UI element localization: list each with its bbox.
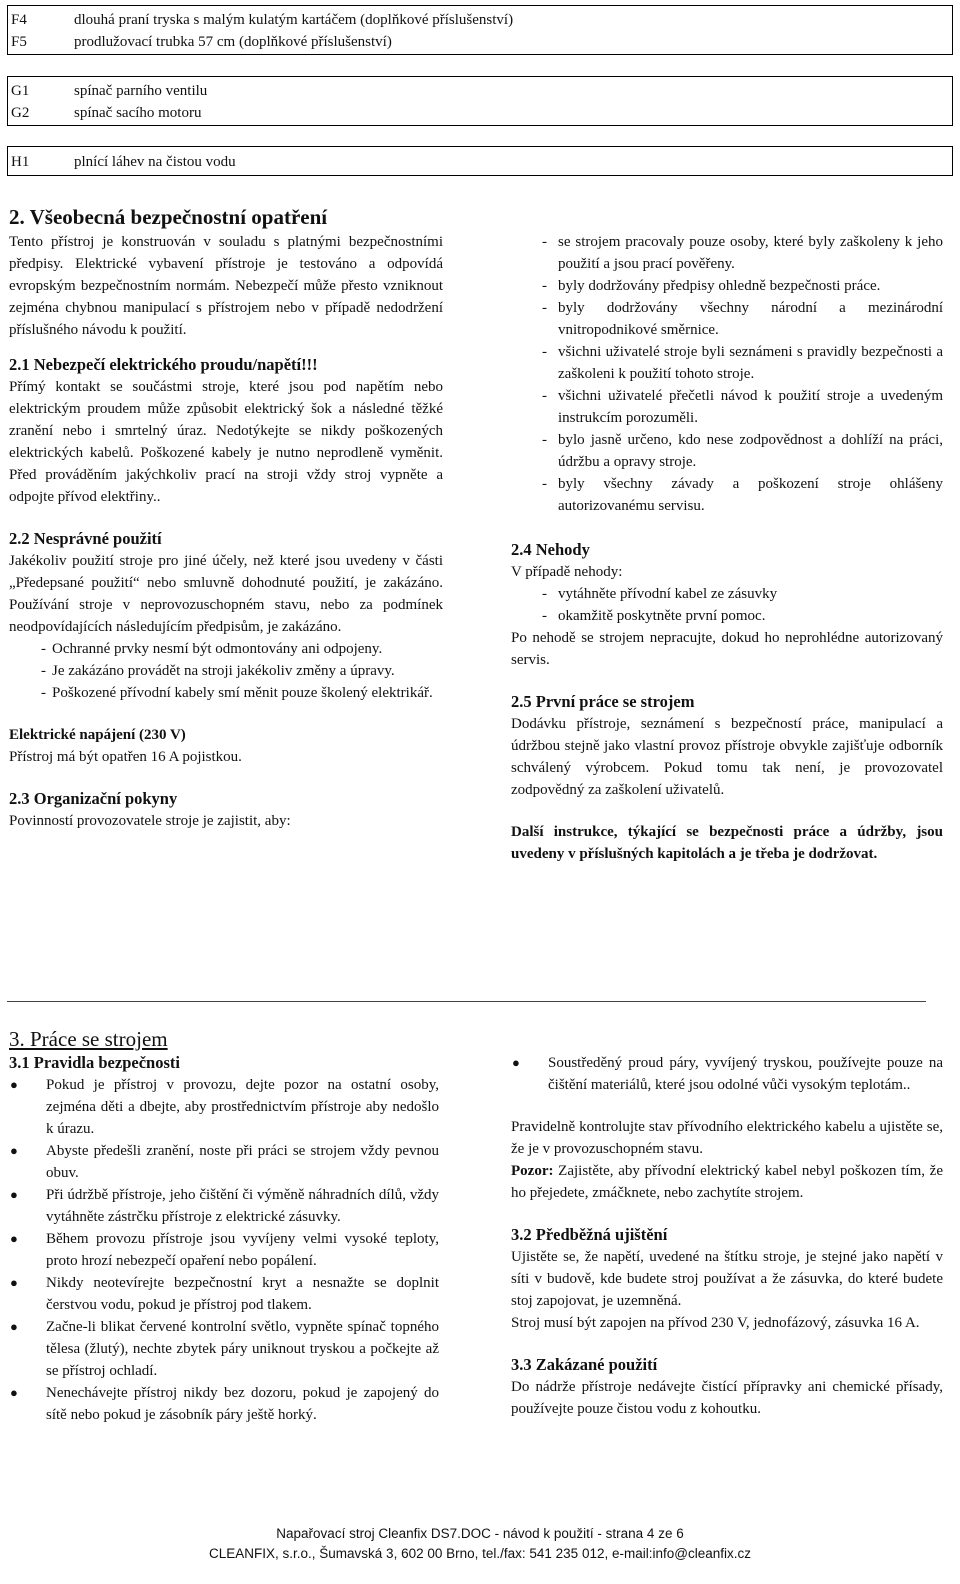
bullet-icon: ●	[512, 1055, 520, 1070]
list-item-text: Abyste předešli zranění, noste při práci se strojem vždy pevnou obuv.	[46, 1143, 439, 1181]
parts-row	[8, 151, 952, 173]
part-code: F4	[11, 12, 27, 28]
list-item	[9, 1140, 439, 1184]
list-item: - Ochranné prvky nesmí být odmontovány ani odpojeny.	[9, 638, 443, 660]
list-item: - byly všechny závady a poškození stroje ohlášeny autorizovanému servisu.	[511, 473, 943, 517]
section-3-2-title: 3.2 Předběžná ujištění	[511, 1225, 668, 1244]
section-2-3-text: Povinností provozovatele stroje je zajistit, aby:	[9, 813, 291, 829]
footer-line-2: CLEANFIX, s.r.o., Šumavská 3, 602 00 Brno, tel./fax: 541 235 012, e-mail:info@cleanfix.cz	[209, 1546, 751, 1561]
list-item: - okamžitě poskytněte první pomoc.	[511, 605, 943, 627]
list-item-text: Soustředěný proud páry, vyvíjený tryskou, používejte pouze na čištění materiálů, které jsou odolné vůči vysokým teplotám..	[548, 1055, 943, 1093]
section-3-3-text: Do nádrže přístroje nedávejte čistící přípravky ani chemické přísady, používejte pouze čistou vodu z kohoutku.	[511, 1379, 943, 1417]
part-code: G2	[11, 105, 30, 121]
list-item	[9, 1228, 439, 1272]
bullet-icon: ●	[10, 1231, 18, 1246]
list-item-text: Je zakázáno provádět na stroji jakékoliv změny a úpravy.	[52, 663, 395, 679]
part-text: spínač sacího motoru	[74, 105, 202, 121]
list-item-text: byly všechny závady a poškození stroje ohlášeny autorizovanému servisu.	[558, 476, 943, 514]
parts-row	[8, 31, 952, 53]
list-item-text: všichni uživatelé stroje byli seznámeni s pravidly bezpečnosti a zaškoleni k použití tohoto stroje.	[558, 344, 943, 382]
section-3-title: 3. Práce se strojem	[9, 1027, 168, 1051]
part-text: dlouhá praní tryska s malým kulatým kartáčem (doplňkové příslušenství)	[74, 12, 514, 28]
power-title: Elektrické napájení (230 V)	[9, 727, 186, 743]
section-2-4-title: 2.4 Nehody	[511, 540, 590, 559]
parts-row	[8, 9, 952, 31]
section-2-5-title: 2.5 První práce se strojem	[511, 692, 695, 711]
list-item: - byly dodržovány všechny národní a mezinárodní vnitropodnikové směrnice.	[511, 297, 943, 341]
parts-box-g	[7, 76, 953, 126]
parts-box-h	[7, 146, 953, 176]
section-3-2-text: Ujistěte se, že napětí, uvedené na štítku stroje, je stejné jako napětí v síti v budově, kde budete stroj používat a že zásuvka, do které budete stoj zapojovat, je uzemněná.	[511, 1249, 943, 1309]
section-2-2-title: 2.2 Nesprávné použití	[9, 529, 162, 548]
warning-label: Pozor:	[511, 1163, 554, 1179]
list-item	[511, 1052, 943, 1096]
bullet-icon: ●	[10, 1187, 18, 1202]
list-item-text: Poškozené přívodní kabely smí měnit pouze školený elektrikář.	[52, 685, 433, 701]
list-item-text: Ochranné prvky nesmí být odmontovány ani odpojeny.	[52, 641, 383, 657]
list-item: - všichni uživatelé přečetli návod k použití stroje a uvedeným instrukcím porozuměli.	[511, 385, 943, 429]
bullet-icon: ●	[10, 1275, 18, 1290]
section-2-4-text: V případě nehody:	[511, 564, 623, 580]
list-item: - se strojem pracovaly pouze osoby, které byly zaškoleny k jeho použití a jsou prací pověřeny.	[511, 231, 943, 275]
part-code: H1	[11, 154, 30, 170]
section-2-1-title: 2.1 Nebezpečí elektrického proudu/napětí!!!	[9, 355, 318, 374]
section-3-right-column	[511, 1052, 943, 1420]
section-3-left-column	[9, 1026, 439, 1426]
list-item-text: bylo jasně určeno, kdo nese zodpovědnost a dohlíží na práci, údržbu a opravy stroje.	[558, 432, 943, 470]
list-item-text: byly dodržovány všechny národní a mezinárodní vnitropodnikové směrnice.	[558, 300, 943, 338]
list-item-text: Nenechávejte přístroj nikdy bez dozoru, pokud je zapojený do sítě nebo pokud je zásobník páry ještě horký.	[46, 1385, 439, 1423]
part-text: spínač parního ventilu	[74, 83, 208, 99]
power-text: Přístroj má být opatřen 16 A pojistkou.	[9, 749, 242, 765]
list-item	[9, 1272, 439, 1316]
page-footer	[0, 1524, 960, 1564]
section-2-right-column	[511, 231, 943, 865]
warning-paragraph	[511, 1160, 943, 1204]
bullet-icon: ●	[10, 1319, 18, 1334]
section-2-title: 2. Všeobecná bezpečnostní opatření	[9, 205, 328, 229]
list-item: - Poškozené přívodní kabely smí měnit pouze školený elektrikář.	[9, 682, 443, 704]
part-text: plnící láhev na čistou vodu	[74, 154, 236, 170]
part-code: F5	[11, 34, 27, 50]
list-item-text: vytáhněte přívodní kabel ze zásuvky	[558, 586, 778, 602]
bullet-icon: ●	[10, 1385, 18, 1400]
section-2-intro: Tento přístroj je konstruován v souladu s platnými bezpečnostními předpisy. Elektrické vybavení přístroje je testováno a odpovídá evropským bezpečnostním normám. Nebezpečí může přesto vzniknout zejména chybnou manipulací s přístrojem nebo v případě nedodržení příslušného návodu k použití.	[9, 234, 443, 338]
warning-text: Zajistěte, aby přívodní elektrický kabel nebyl poškozen tím, že ho přejedete, zmáčknete, nebo zachytíte strojem.	[511, 1163, 943, 1201]
cable-check-text: Pravidelně kontrolujte stav přívodního elektrického kabelu a ujistěte se, že je v provozuschopném stavu.	[511, 1119, 943, 1157]
list-item-text: Pokud je přístroj v provozu, dejte pozor na ostatní osoby, zejména děti a dbejte, aby prostřednictvím přístroje aby nedošlo k úrazu.	[46, 1077, 439, 1137]
list-item: - všichni uživatelé stroje byli seznámeni s pravidly bezpečnosti a zaškoleni k použití tohoto stroje.	[511, 341, 943, 385]
section-2-2-text: Jakékoliv použití stroje pro jiné účely, než které jsou uvedeny v části „Předepsané použití“ nebo smluvně dohodnuté použití, je zakázáno. Používání stroje v neprovozuschopném stavu, nebo za podmínek neodpovídajících následujícím předpisům, je zakázáno.	[9, 553, 443, 635]
section-2-1-text: Přímý kontakt se součástmi stroje, které jsou pod napětím nebo elektrickým proudem může způsobit elektrický šok a následné těžké zranění nebo i smrtelný úraz. Nedotýkejte se nikdy poškozených elektrických kabelů. Poškozené kabely je nutno neprodleně vyměnit. Před prováděním jakýchkoliv prací na stroji vždy stroj vypněte a odpojte přívod elektřiny..	[9, 379, 443, 505]
section-3-3-title: 3.3 Zakázané použití	[511, 1355, 658, 1374]
list-item-text: Při údržbě přístroje, jeho čištění či výměně náhradních dílů, vždy vytáhněte zástrčku přístroje z elektrické zásuvky.	[46, 1187, 439, 1225]
list-item	[9, 1382, 439, 1426]
parts-row	[8, 102, 952, 124]
parts-box-f	[7, 5, 953, 55]
list-item: - vytáhněte přívodní kabel ze zásuvky	[511, 583, 943, 605]
section-2-left-column	[9, 203, 443, 832]
list-item-text: se strojem pracovaly pouze osoby, které byly zaškoleny k jeho použití a jsou prací pověřeny.	[558, 234, 943, 272]
list-item-text: Začne-li blikat červené kontrolní světlo, vypněte spínač topného tělesa (žlutý), nechte zbytek páry uniknout tryskou a počkejte až se přístroj ochladí.	[46, 1319, 439, 1379]
section-2-5-text: Dodávku přístroje, seznámení s bezpečností práce, manipulací a údržbou stejně jako vlastní provoz přístroje obvykle zajišťuje odborník schválený výrobcem. Pokud tomu tak není, je provozovatel zodpovědný za zaškolení uživatelů.	[511, 716, 943, 798]
list-item	[9, 1184, 439, 1228]
parts-row	[8, 80, 952, 102]
list-item	[9, 1074, 439, 1140]
horizontal-rule	[7, 1001, 926, 1002]
section-2-4-after: Po nehodě se strojem nepracujte, dokud ho neprohlédne autorizovaný servis.	[511, 630, 943, 668]
list-item: - Je zakázáno provádět na stroji jakékoliv změny a úpravy.	[9, 660, 443, 682]
list-item-text: Během provozu přístroje jsou vyvíjeny velmi vysoké teploty, proto hrozí nebezpečí opaření nebo popálení.	[46, 1231, 439, 1269]
section-2-3-title: 2.3 Organizační pokyny	[9, 789, 178, 808]
footer-line-1: Napařovací stroj Cleanfix DS7.DOC - návod k použití - strana 4 ze 6	[276, 1526, 684, 1541]
list-item: - byly dodržovány předpisy ohledně bezpečnosti práce.	[511, 275, 943, 297]
part-text: prodlužovací trubka 57 cm (doplňkové příslušenství)	[74, 34, 392, 50]
list-item-text: byly dodržovány předpisy ohledně bezpečnosti práce.	[558, 278, 881, 294]
section-2-5-note: Další instrukce, týkající se bezpečnosti práce a údržby, jsou uvedeny v příslušných kapitolách a je třeba je dodržovat.	[511, 824, 943, 862]
bullet-icon: ●	[10, 1143, 18, 1158]
bullet-icon: ●	[10, 1077, 18, 1092]
section-3-1-title: 3.1 Pravidla bezpečnosti	[9, 1053, 180, 1072]
list-item-text: všichni uživatelé přečetli návod k použití stroje a uvedeným instrukcím porozuměli.	[558, 388, 943, 426]
part-code: G1	[11, 83, 30, 99]
list-item-text: okamžitě poskytněte první pomoc.	[558, 608, 766, 624]
section-3-2-text-2: Stroj musí být zapojen na přívod 230 V, jednofázový, zásuvka 16 A.	[511, 1315, 920, 1331]
list-item	[9, 1316, 439, 1382]
list-item: - bylo jasně určeno, kdo nese zodpovědnost a dohlíží na práci, údržbu a opravy stroje.	[511, 429, 943, 473]
list-item-text: Nikdy neotevírejte bezpečnostní kryt a nesnažte se doplnit čerstvou vodu, pokud je přístroj pod tlakem.	[46, 1275, 439, 1313]
